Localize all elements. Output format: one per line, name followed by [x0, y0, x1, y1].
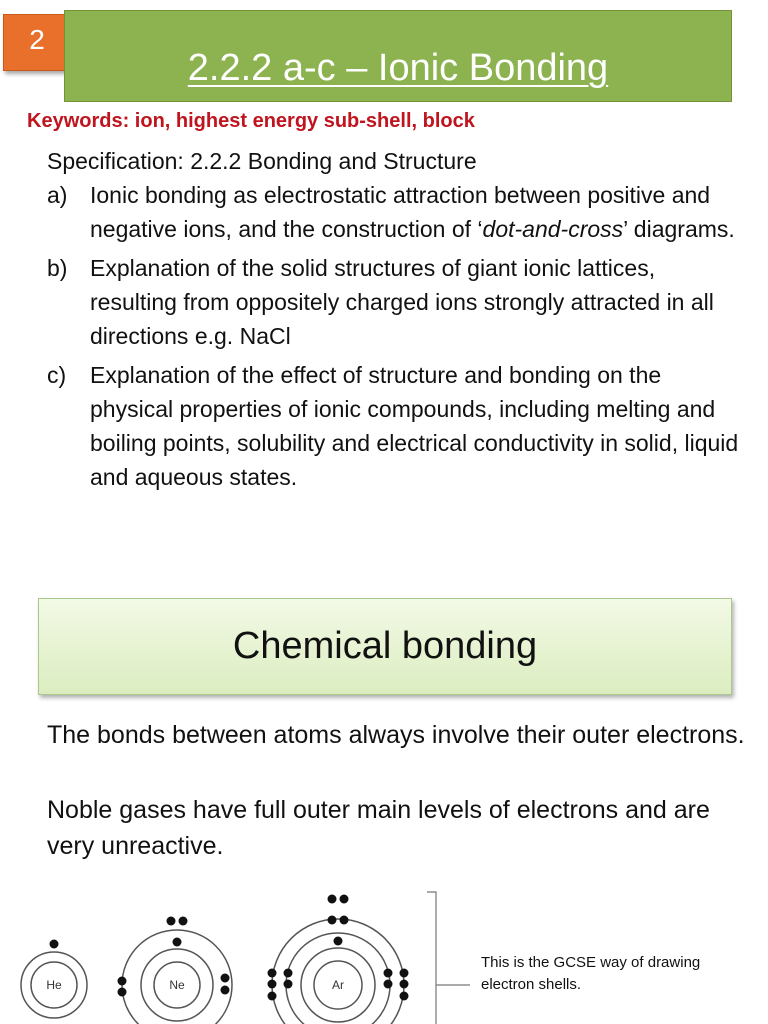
- paragraph-noble-gases: Noble gases have full outer main levels of electrons and are very unreactive.: [47, 796, 710, 860]
- electron: [268, 969, 277, 978]
- electron: [50, 940, 59, 949]
- electron: [173, 938, 182, 947]
- electron: [268, 992, 277, 1001]
- electron: [268, 980, 277, 989]
- electron: [334, 937, 343, 946]
- slide-number: 2: [29, 24, 45, 55]
- specification-block: [47, 144, 747, 499]
- electron: [328, 916, 337, 925]
- electron: [384, 969, 393, 978]
- ne-label: Ne: [169, 978, 185, 992]
- electron: [284, 969, 293, 978]
- electron: [340, 895, 349, 904]
- diagram-caption: This is the GCSE way of drawing electron shells.: [481, 954, 701, 993]
- he-label: He: [46, 978, 62, 992]
- electron: [340, 916, 349, 925]
- electron: [400, 969, 409, 978]
- electron: [118, 977, 127, 986]
- spec-item-marker: c): [47, 362, 67, 388]
- section-title-box: [38, 598, 732, 695]
- electron: [179, 917, 188, 926]
- caption-bracket: [427, 892, 470, 1024]
- electron: [400, 992, 409, 1001]
- specification-heading: Specification: 2.2.2 Bonding and Structure: [47, 148, 477, 174]
- spec-item-marker: a): [47, 182, 68, 208]
- electron: [400, 980, 409, 989]
- section-title: Chemical bonding: [232, 625, 538, 667]
- spec-item-c: [47, 358, 747, 494]
- spec-item-text: Explanation of the effect of structure and bonding on the physical properties of ionic compounds, including melting and boiling points, solubility and electrical conductivity in solid, liquid and aqueous states.: [90, 362, 739, 490]
- keywords-line: Keywords: ion, highest energy sub-shell, block: [27, 110, 475, 132]
- spec-item-marker: b): [47, 255, 68, 281]
- paragraph-outer-electrons: The bonds between atoms always involve their outer electrons.: [47, 721, 745, 749]
- spec-item-emphasis: dot-and-cross: [482, 216, 624, 242]
- electron: [221, 974, 230, 983]
- electron: [118, 988, 127, 997]
- electron: [221, 986, 230, 995]
- spec-item-a: [47, 178, 747, 246]
- spec-item-text-end: ’ diagrams.: [623, 216, 735, 242]
- slide-number-badge: [3, 14, 71, 71]
- electron: [167, 917, 176, 926]
- spec-item-text: Ionic bonding as electrostatic attraction between positive and negative ions, and the construction of ‘: [90, 182, 711, 242]
- ar-label: Ar: [332, 978, 344, 992]
- page-title: 2.2.2 a-c – Ionic Bonding: [187, 47, 609, 89]
- spec-item-b: [47, 251, 747, 353]
- electron: [384, 980, 393, 989]
- electron: [284, 980, 293, 989]
- title-bar: [64, 10, 732, 102]
- spec-item-text: Explanation of the solid structures of giant ionic lattices, resulting from oppositely charged ions strongly attracted in all directions e.g. NaCl: [90, 255, 714, 349]
- electron: [328, 895, 337, 904]
